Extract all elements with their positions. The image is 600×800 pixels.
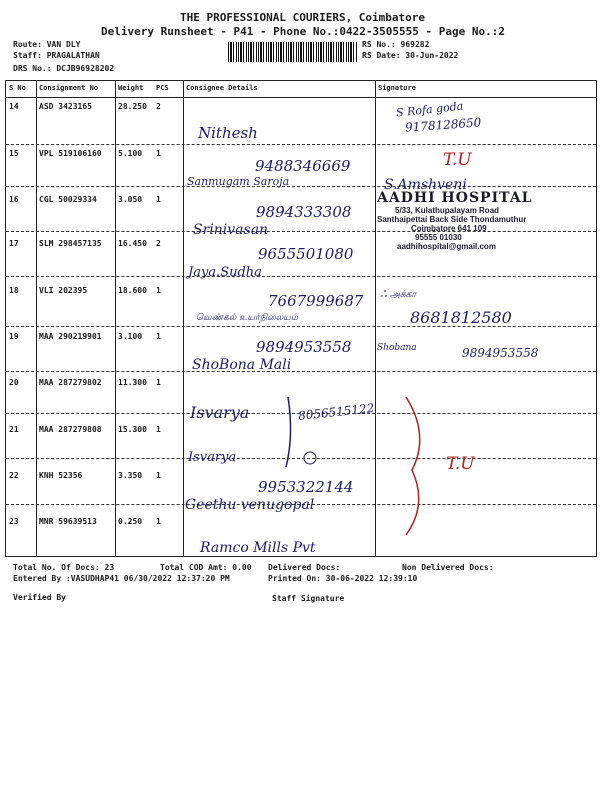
- row-sno: 14: [9, 102, 19, 111]
- row-pcs: 2: [156, 102, 161, 111]
- handwritten-phone: 9894333308: [256, 203, 352, 221]
- row-consignment: VLI 202395: [39, 286, 88, 295]
- handwritten-name: Isvarya: [190, 403, 250, 422]
- col-consignment: Consignment No: [39, 84, 99, 92]
- printed-on: Printed On: 30-06-2022 12:39:10: [268, 574, 418, 583]
- entered-by: Entered By :VASUDHAP41 06/30/2022 12:37:20 PM: [13, 574, 230, 583]
- row-sno: 23: [9, 517, 19, 526]
- rs-date: RS Date: 30-Jun-2022: [362, 51, 459, 60]
- handwritten-note: ஃ அக்கா: [380, 290, 417, 300]
- row-sno: 17: [9, 239, 19, 248]
- red-bracket-stroke: [398, 395, 438, 540]
- row-consignment: MAA 287279802: [39, 378, 102, 387]
- handwritten-name: Nithesh: [198, 124, 258, 142]
- handwritten-signature: S Rofa goda: [395, 99, 464, 120]
- handwritten-phone: 8681812580: [410, 308, 512, 327]
- handwritten-name: Isvarya: [188, 450, 237, 465]
- row-sno: 20: [9, 378, 19, 387]
- handwritten-name: Sanmugam Saroja: [187, 175, 290, 188]
- col-pcs: PCS: [156, 84, 169, 92]
- row-consignment: MNR 59639513: [39, 517, 97, 526]
- handwritten-phone: 9178128650: [404, 115, 482, 135]
- row-consignment: MAA 287279808: [39, 425, 102, 434]
- handwritten-name: Geethu venugopal: [185, 497, 315, 513]
- row-weight: 11.300: [118, 378, 147, 387]
- row-sno: 15: [9, 149, 19, 158]
- handwritten-signature: T.U: [443, 150, 472, 170]
- row-weight: 15.300: [118, 425, 147, 434]
- handwritten-phone: 9655501080: [258, 245, 354, 263]
- row-pcs: 2: [156, 239, 161, 248]
- row-consignment: SLM 298457135: [39, 239, 102, 248]
- row-pcs: 1: [156, 332, 161, 341]
- handwritten-phone: 7667999687: [268, 292, 364, 310]
- row-consignment: MAA 290219901: [39, 332, 102, 341]
- handwritten-phone: 9953322144: [258, 478, 354, 496]
- stamp-phone: 95555 01030: [415, 233, 462, 242]
- handwritten-signature: T.U: [446, 454, 475, 474]
- table-header: [6, 81, 596, 98]
- row-pcs: 1: [156, 149, 161, 158]
- hospital-stamp: [377, 190, 577, 251]
- handwritten-phone: 9894953558: [256, 338, 352, 356]
- row-pcs: 1: [156, 286, 161, 295]
- col-sno: S No: [9, 84, 26, 92]
- row-sno: 16: [9, 195, 19, 204]
- col-consignee: Consignee Details: [186, 84, 258, 92]
- stamp-address-1: 5/33, Kulathupalayam Road: [395, 206, 500, 215]
- row-sno: 18: [9, 286, 19, 295]
- verified-by: Verified By: [13, 593, 66, 602]
- total-docs: Total No. Of Docs: 23: [13, 563, 115, 572]
- row-pcs: 1: [156, 471, 161, 480]
- handwritten-name: ShoBona Mali: [192, 357, 292, 373]
- row-sno: 22: [9, 471, 19, 480]
- row-consignment: ASD 3423165: [39, 102, 92, 111]
- row-weight: 3.100: [118, 332, 143, 341]
- handwritten-name: Jaya.Sudha: [188, 265, 262, 280]
- total-cod: Total COD Amt: 0.00: [160, 563, 252, 572]
- drs-number: DRS No.: DCJB96928202: [13, 64, 115, 73]
- stamp-name: AADHI HOSPITAL: [377, 190, 533, 206]
- stamp-city: Coimbatore 641 109: [411, 224, 487, 233]
- staff: Staff: PRAGALATHAN: [13, 51, 100, 60]
- stamp-address-2: Santhaipettai Back Side Thondamuthur: [377, 215, 527, 224]
- handwritten-phone: 8056515122: [297, 401, 375, 423]
- col-signature: Signature: [378, 84, 416, 92]
- delivered-docs: Delivered Docs:: [268, 563, 341, 572]
- row-weight: 28.250: [118, 102, 147, 111]
- row-weight: 0.250: [118, 517, 143, 526]
- handwritten-signature: Shobana: [377, 343, 417, 353]
- col-weight: Weight: [118, 84, 144, 92]
- row-consignment: KNH 52356: [39, 471, 83, 480]
- row-weight: 5.100: [118, 149, 143, 158]
- row-consignment: CGL 50029334: [39, 195, 97, 204]
- non-delivered-docs: Non Delivered Docs:: [402, 563, 494, 572]
- handwritten-phone: 9894953558: [462, 346, 539, 360]
- stamp-email: aadhihospital@gmail.com: [397, 242, 496, 251]
- row-pcs: 1: [156, 195, 161, 204]
- runsheet-title: Delivery Runsheet - P41 - Phone No.:0422-3505555 - Page No.:2: [101, 25, 505, 38]
- row-sno: 21: [9, 425, 19, 434]
- row-weight: 3.350: [118, 471, 143, 480]
- row-pcs: 1: [156, 425, 161, 434]
- handwritten-name: Ramco Mills Pvt: [200, 540, 316, 556]
- rs-number: RS No.: 969282: [362, 40, 430, 49]
- bracket-stroke: [280, 395, 320, 470]
- row-weight: 3.050: [118, 195, 143, 204]
- handwritten-phone: 9488346669: [255, 157, 351, 175]
- row-consignment: VPL 519106160: [39, 149, 102, 158]
- row-pcs: 1: [156, 378, 161, 387]
- row-sno: 19: [9, 332, 19, 341]
- company-name: THE PROFESSIONAL COURIERS, Coimbatore: [180, 11, 426, 24]
- handwritten-name: Srinivasan: [193, 222, 269, 238]
- row-pcs: 1: [156, 517, 161, 526]
- handwritten-name: வெண்கல் உயர்நிலையம்: [196, 313, 299, 323]
- route: Route: VAN DLY: [13, 40, 81, 49]
- row-weight: 16.450: [118, 239, 147, 248]
- barcode: [228, 42, 358, 62]
- row-weight: 18.600: [118, 286, 147, 295]
- handwritten-signature: S.Amshveni: [384, 177, 467, 193]
- staff-signature: Staff Signature: [272, 594, 345, 603]
